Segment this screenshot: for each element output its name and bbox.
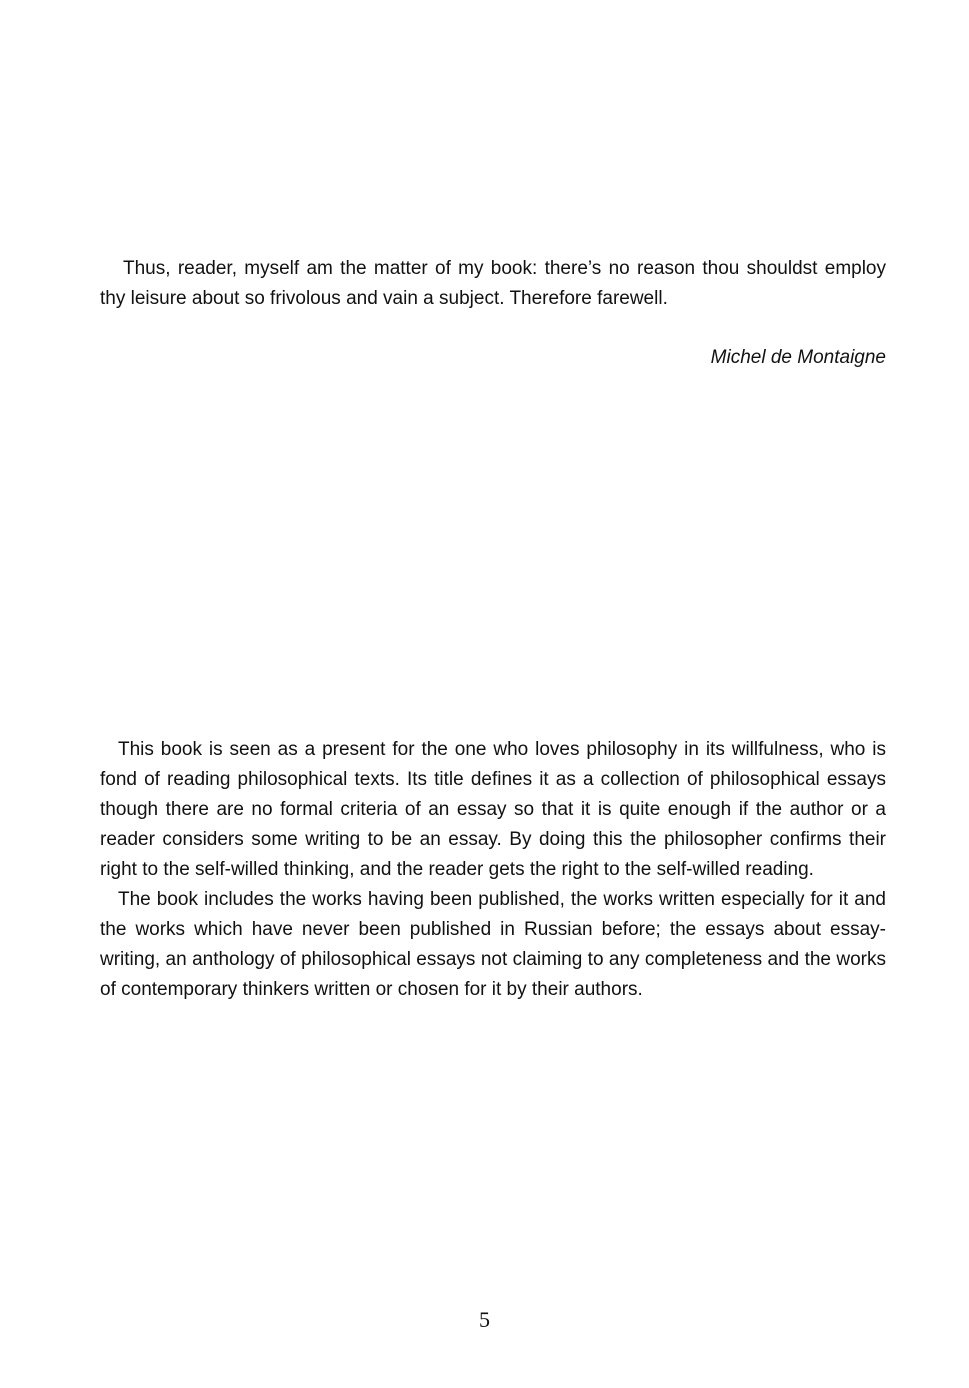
epigraph-author: Michel de Montaigne bbox=[710, 347, 886, 368]
body-paragraph: This book is seen as a present for the one who loves philosophy in its willfulness, who is fond of reading philosophical texts. Its title defines it as a collection of philosophical essays though there are no formal criteria of an essay so that it is quite enough if the author or a reader considers some writing to be an essay. By doing this the philosopher confirms their right to the self-willed thinking, and the reader gets the right to the self-willed reading. bbox=[100, 739, 886, 880]
page-number: 5 bbox=[479, 1307, 490, 1332]
body-paragraph: The book includes the works having been published, the works written especially for it and the works which have never been published in Russian before; the essays about essay-writing, an anthology of philosophical essays not claiming to any completeness and the works of contemporary thinkers written or chosen for it by their authors. bbox=[100, 889, 886, 1000]
body-text bbox=[100, 735, 886, 1005]
epigraph-quote: Thus, reader, myself am the matter of my book: there’s no reason thou shouldst employ thy leisure about so frivolous and vain a subject. Therefore farewell. bbox=[100, 258, 886, 309]
